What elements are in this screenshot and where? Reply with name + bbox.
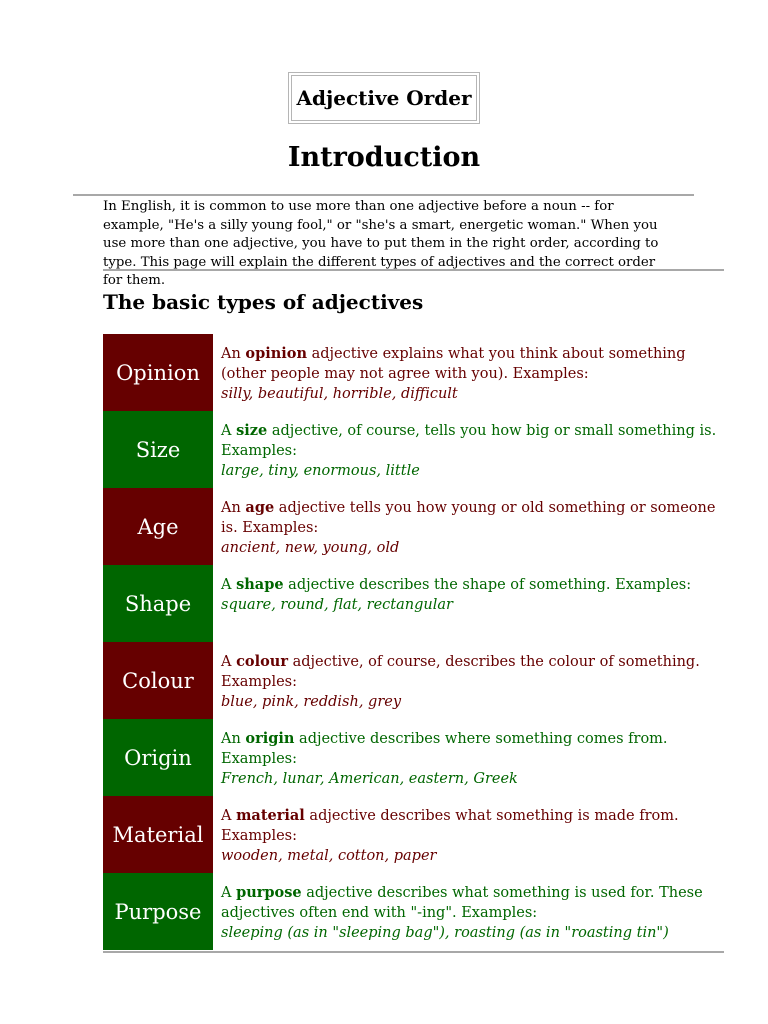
type-examples: blue, pink, reddish, grey	[221, 694, 402, 710]
type-description: A colour adjective, of course, describes the colour of something. Examples: blue, pink, reddish, grey	[213, 642, 724, 719]
table-row	[103, 796, 724, 873]
type-examples: wooden, metal, cotton, paper	[221, 848, 437, 864]
type-label: Size	[103, 411, 213, 488]
type-label: Age	[103, 488, 213, 565]
type-description: An origin adjective describes where something comes from. Examples: French, lunar, American, eastern, Greek	[213, 719, 724, 796]
introduction-heading: Introduction	[287, 142, 481, 173]
type-label: Origin	[103, 719, 213, 796]
type-description: An opinion adjective explains what you think about something (other people may not agree with you). Examples: silly, beautiful, horrible, difficult	[213, 334, 724, 411]
table-row	[103, 411, 724, 488]
type-label: Material	[103, 796, 213, 873]
type-examples: French, lunar, American, eastern, Greek	[221, 771, 518, 787]
intro-divider	[103, 269, 724, 271]
type-term: age	[245, 499, 275, 516]
table-row	[103, 642, 724, 719]
type-term: shape	[236, 576, 284, 593]
bottom-divider	[103, 951, 724, 953]
type-description: An age adjective tells you how young or old something or someone is. Examples: ancient, new, young, old	[213, 488, 724, 565]
type-examples: large, tiny, enormous, little	[221, 463, 420, 479]
table-row	[103, 873, 724, 950]
table-row	[103, 565, 724, 642]
type-label: Purpose	[103, 873, 213, 950]
type-examples: square, round, flat, rectangular	[221, 597, 453, 613]
adjective-types-table	[103, 334, 724, 950]
type-label: Shape	[103, 565, 213, 642]
type-term: colour	[236, 653, 288, 670]
type-label: Opinion	[103, 334, 213, 411]
type-label: Colour	[103, 642, 213, 719]
type-term: size	[236, 422, 268, 439]
table-row	[103, 719, 724, 796]
type-term: origin	[245, 730, 295, 747]
type-description: A shape adjective describes the shape of something. Examples: square, round, flat, rectangular	[213, 565, 724, 642]
type-description: A size adjective, of course, tells you how big or small something is. Examples: large, tiny, enormous, little	[213, 411, 724, 488]
type-description: A purpose adjective describes what something is used for. These adjectives often end with "-ing". Examples: sleeping (as in "sleeping bag"), roasting (as in "roasting tin")	[213, 873, 724, 950]
type-term: opinion	[245, 345, 308, 362]
title-box	[288, 72, 480, 124]
top-divider	[73, 194, 694, 196]
type-examples: silly, beautiful, horrible, difficult	[221, 386, 458, 402]
intro-paragraph: In English, it is common to use more than one adjective before a noun -- for example, "He's a silly young fool," or "she's a smart, energetic woman." When you use more than one adjective, you have to put them in the right order, according to type. This page will explain the different types of adjectives and the correct order for them.	[103, 199, 659, 288]
type-term: purpose	[236, 884, 302, 901]
type-examples: ancient, new, young, old	[221, 540, 400, 556]
type-description: A material adjective describes what something is made from. Examples: wooden, metal, cotton, paper	[213, 796, 724, 873]
type-term: material	[236, 807, 305, 824]
type-examples: sleeping (as in "sleeping bag"), roasting (as in "roasting tin")	[221, 925, 669, 941]
table-row	[103, 334, 724, 411]
page-title: Adjective Order	[291, 75, 477, 121]
section-heading: The basic types of adjectives	[103, 290, 424, 314]
table-row	[103, 488, 724, 565]
